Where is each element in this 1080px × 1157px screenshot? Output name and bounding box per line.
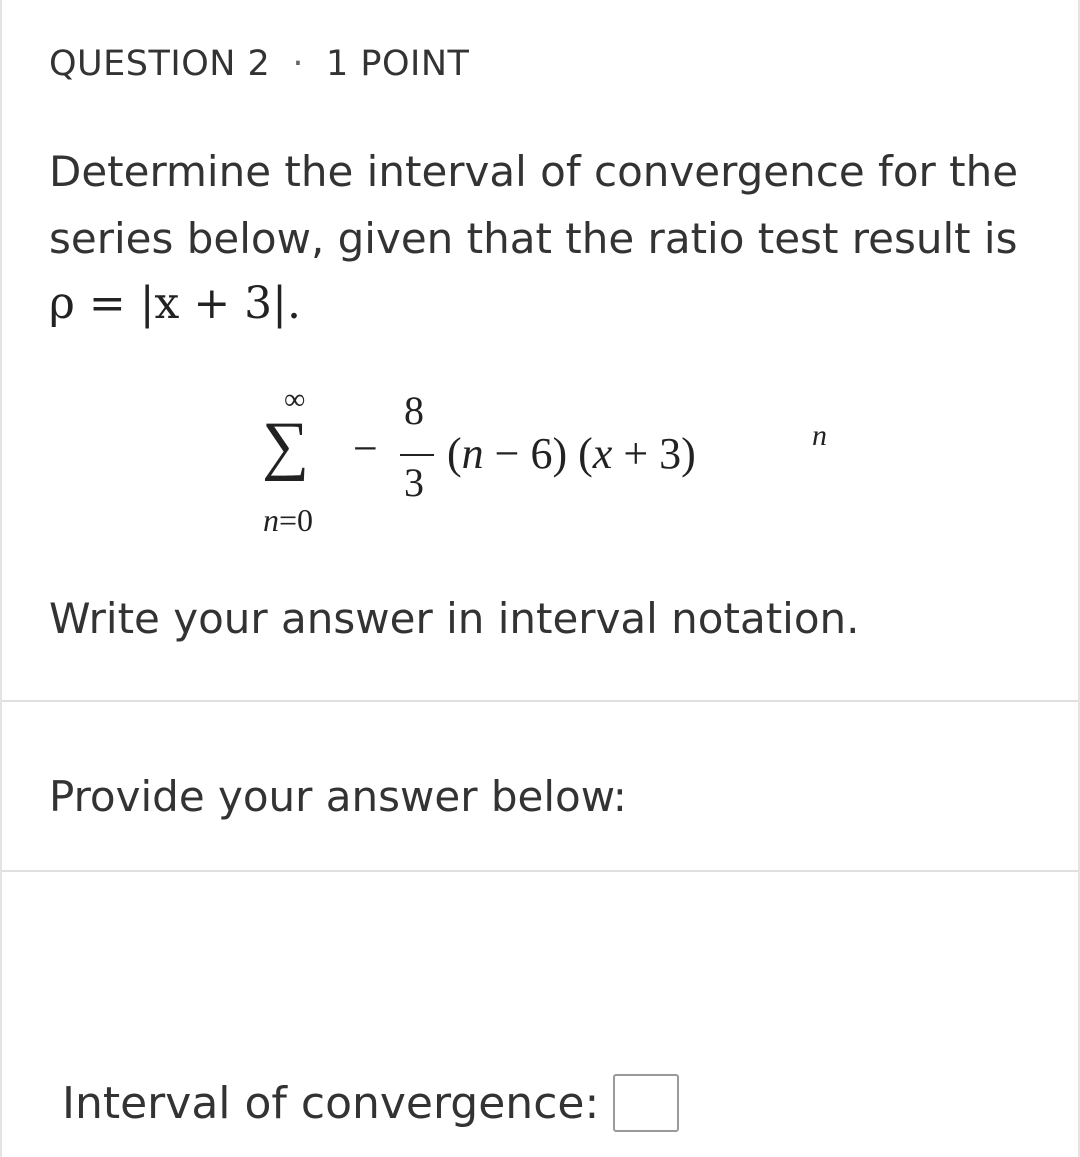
fraction-numerator: 8 bbox=[404, 388, 424, 433]
term-exponent: n bbox=[812, 419, 827, 452]
lower-limit-value: =0 bbox=[279, 502, 314, 538]
ratio-test-result: ρ = |x + 3|. bbox=[49, 278, 301, 329]
summation-lower-limit bbox=[263, 503, 313, 537]
fraction-denominator: 3 bbox=[404, 460, 424, 505]
question-prompt: Determine the interval of convergence for the series below, given that the ratio test result is bbox=[49, 147, 1019, 263]
term-close: + 3) bbox=[612, 429, 696, 478]
term-variable-x: x bbox=[592, 429, 613, 478]
question-header bbox=[49, 44, 469, 84]
fraction-bar bbox=[400, 454, 434, 456]
header-separator: · bbox=[292, 44, 304, 84]
provide-answer-label: Provide your answer below: bbox=[49, 772, 627, 821]
series-formula bbox=[257, 385, 857, 545]
interval-answer-input[interactable] bbox=[613, 1074, 679, 1132]
summation-symbol: ∑ bbox=[262, 409, 310, 482]
question-points: 1 POINT bbox=[325, 44, 470, 84]
answer-instruction: Write your answer in interval notation. bbox=[49, 594, 860, 643]
provide-answer-section bbox=[2, 702, 1078, 870]
term-middle: − 6) ( bbox=[483, 429, 593, 478]
interval-label: Interval of convergence: bbox=[62, 1077, 600, 1129]
summation-upper-limit: ∞ bbox=[284, 383, 306, 416]
answer-section bbox=[2, 872, 1078, 1157]
question-section bbox=[2, 0, 1078, 700]
question-number: QUESTION 2 bbox=[49, 44, 271, 84]
term-variable-n: n bbox=[461, 429, 484, 478]
answer-row bbox=[62, 1070, 679, 1136]
lower-limit-variable: n bbox=[263, 502, 279, 538]
negative-sign: − bbox=[353, 424, 378, 473]
term-open-paren: ( bbox=[447, 429, 462, 478]
series-term bbox=[447, 429, 696, 479]
